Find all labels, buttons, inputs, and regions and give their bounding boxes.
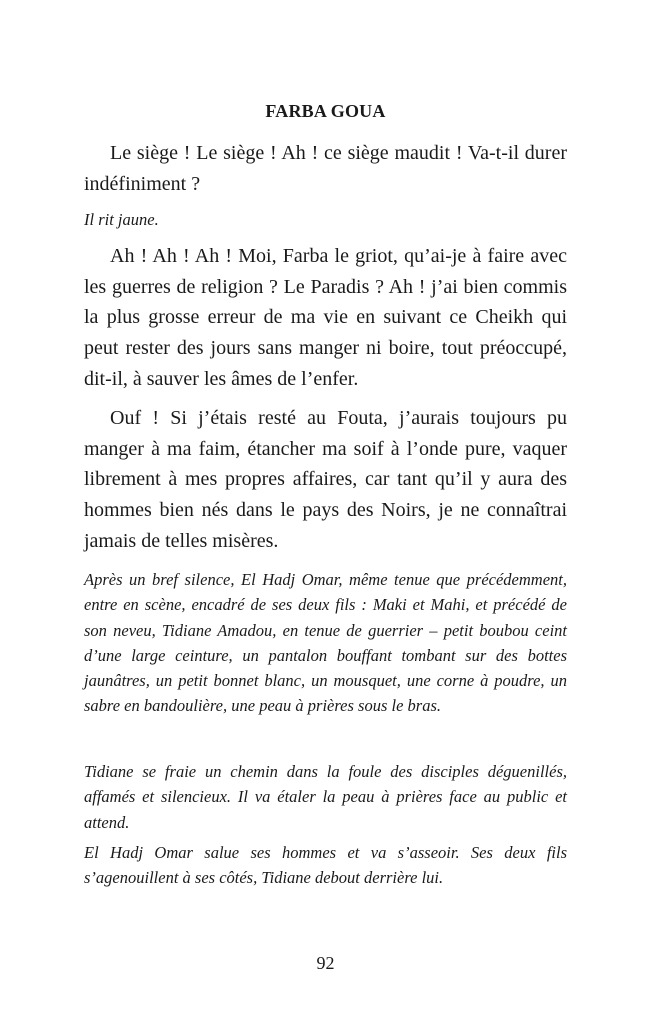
speech-paragraph: Ah ! Ah ! Ah ! Moi, Farba le griot, qu’ai-je à faire avec les guerres de religion ? Le Paradis ? Ah ! j’ai bien commis la plus grosse erreur de ma vie en suivant ce Cheikh qui peut rester des jours sans manger ni boire, tout préoccupé, dit-il, à sauver les âmes de l’enfer. xyxy=(84,245,567,390)
speaker-name: FARBA GOUA xyxy=(265,101,386,121)
stage-direction: Après un bref silence, El Hadj Omar, même tenue que précédemment, entre en scène, encadré de ses deux fils : Maki et Mahi, et précédé de son neveu, Tidiane Amadou, en tenue de guerrier – petit boubou ceint d’une large ceinture, un pantalon bouffant tombant sur des bottes jaunâtres, un petit bonnet blanc, un mousquet, une corne à poudre, un sabre en bandoulière, une peau à prières sous le bras. xyxy=(84,570,567,716)
stage-direction: El Hadj Omar salue ses hommes et va s’asseoir. Ses deux fils s’agenouillent à ses côtés, Tidiane debout derrière lui. xyxy=(84,843,567,888)
speech-paragraph: Ouf ! Si j’étais resté au Fouta, j’aurais toujours pu manger à ma faim, étancher ma soif à l’onde pure, vaquer librement à mes propres affaires, car tant qu’il y aura des hommes bien nés dans le pays des Noirs, je ne connaîtrai jamais de telles misères. xyxy=(84,407,567,552)
stage-direction: Tidiane se fraie un chemin dans la foule des disciples déguenillés, affamés et silencieux. Il va étaler la peau à prières face au public et attend. xyxy=(84,762,567,832)
page-number: 92 xyxy=(316,953,335,973)
stage-direction: Il rit jaune. xyxy=(84,210,159,229)
book-page xyxy=(84,0,567,1035)
speech-paragraph: Le siège ! Le siège ! Ah ! ce siège maudit ! Va-t-il durer indéfiniment ? xyxy=(84,142,567,195)
